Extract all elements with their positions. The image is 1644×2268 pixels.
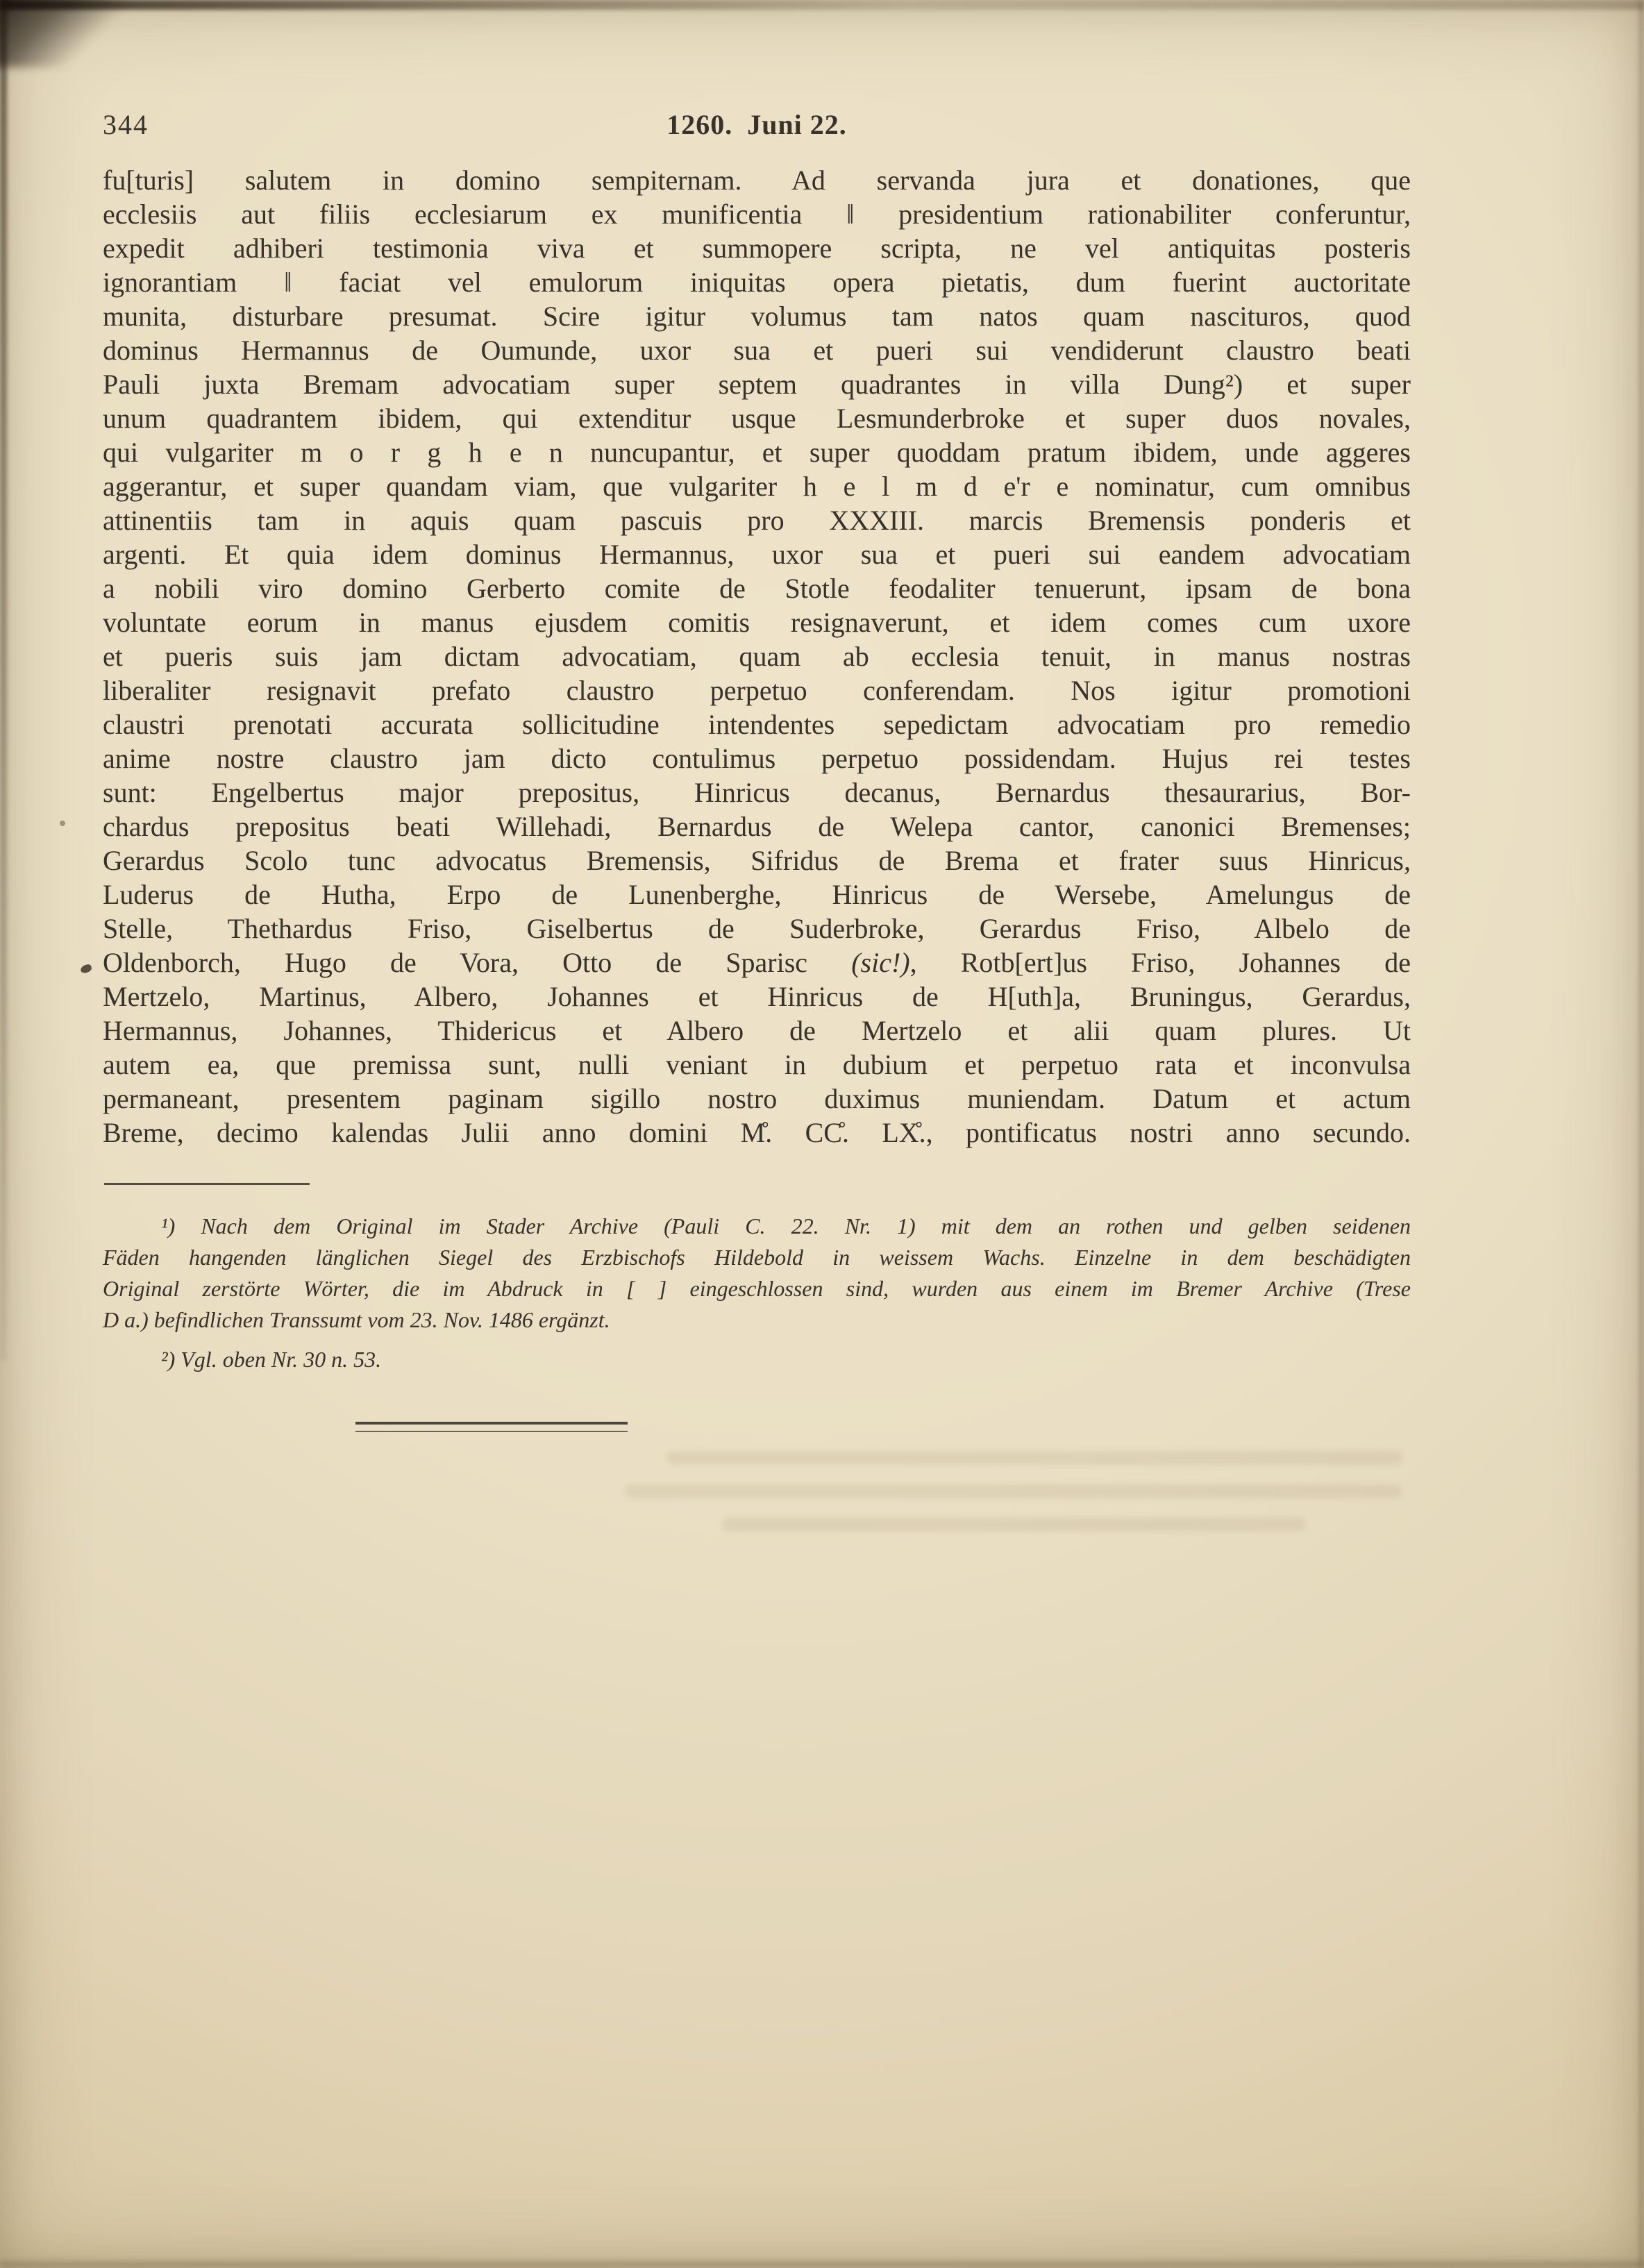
scan-corner-shadow-top-left [0,0,164,67]
footnote-1-line: ¹) Nach dem Original im Stader Archive (Pauli C. 22. Nr. 1) mit dem an rothen und gelben seidenen [161,1213,1411,1238]
scan-edge-shadow-bottom [0,2261,1644,2268]
body-line: attinentiis tam in aquis quam pascuis pro XXXIII. marcis Bremensis ponderis et [103,505,1411,536]
body-line: Stelle, Thethardus Friso, Giselbertus de Suderbroke, Gerardus Friso, Albelo de [103,913,1411,944]
body-line: argenti. Et quia idem dominus Hermannus, uxor sua et pueri sui eandem advocatiam [103,539,1411,570]
body-line-text: Oldenborch, Hugo de Vora, Otto de Sparisc [103,947,852,978]
page-header-date: 1260. Juni 22. [666,109,847,140]
body-line [103,946,1411,980]
body-line: a nobili viro domino Gerberto comite de Stotle feodaliter tenuerunt, ipsam de bona [103,573,1411,604]
show-through-smudge [722,1518,1305,1531]
footnote-1-line: Fäden hangenden länglichen Siegel des Erzbischofs Hildebold in weissem Wachs. Einzelne in dem beschädigten [103,1245,1411,1270]
page-number: 344 [103,109,149,140]
body-line: expedit adhiberi testimonia viva et summopere scripta, ne vel antiquitas posteris [103,233,1411,264]
ink-speck [60,821,65,826]
body-line: chardus prepositus beati Willehadi, Bernardus de Welepa cantor, canonici Bremenses; [103,811,1411,842]
ink-speck [80,964,93,974]
body-line: Luderus de Hutha, Erpo de Lunenberghe, Hinricus de Wersebe, Amelungus de [103,879,1411,910]
body-line: claustri prenotati accurata sollicitudine intendentes sepedictam advocatiam pro remedio [103,709,1411,740]
body-line: Breme, decimo kalendas Julii anno domini M̊. CC̊. LX̊., pontificatus nostri anno secundo. [103,1117,1411,1148]
body-line: permaneant, presentem paginam sigillo nostro duximus muniendam. Datum et actum [103,1083,1411,1114]
body-line: fu[turis] salutem in domino sempiternam. Ad servanda jura et donationes, que [103,165,1411,196]
footnotes-block [103,1211,1411,1375]
charter-body-text [103,163,1411,1150]
body-line: Gerardus Scolo tunc advocatus Bremensis, Sifridus de Brema et frater suus Hinricus, [103,845,1411,876]
body-line: liberaliter resignavit prefato claustro perpetuo conferendam. Nos igitur promotioni [103,675,1411,706]
body-line: munita, disturbare presumat. Scire igitur volumus tam natos quam nascituros, quod [103,301,1411,332]
sic-annotation: (sic!) [851,947,910,978]
footnote-1-line: Original zerstörte Wörter, die im Abdruck in [ ] eingeschlossen sind, wurden aus einem im Bremer Archive (Trese [103,1276,1411,1301]
show-through-smudge [625,1484,1402,1498]
footnote-separator-rule [104,1183,310,1185]
body-line: ignorantiam ‖ faciat vel emulorum iniquitas opera pietatis, dum fuerint auctoritate [103,267,1411,298]
body-line: Pauli juxta Bremam advocatiam super septem quadrantes in villa Dung²) et super [103,369,1411,400]
body-line: qui vulgariter m o r g h e n nuncupantur, et super quoddam pratum ibidem, unde aggeres [103,437,1411,468]
body-line: Mertzelo, Martinus, Albero, Johannes et Hinricus de H[uth]a, Bruningus, Gerardus, [103,981,1411,1012]
body-line: anime nostre claustro jam dicto contulimus perpetuo possidendam. Hujus rei testes [103,743,1411,774]
show-through-smudge [666,1451,1402,1465]
body-line: voluntate eorum in manus ejusdem comitis resignaverunt, et idem comes cum uxore [103,607,1411,638]
scan-edge-shadow-left [0,0,7,1361]
footnote-2: ²) Vgl. oben Nr. 30 n. 53. [161,1347,382,1372]
scan-edge-shadow-right [1638,0,1644,2268]
body-line-text: , Rotb[ert]us Friso, Johannes de [909,947,1411,978]
body-line: sunt: Engelbertus major prepositus, Hinricus decanus, Bernardus thesaurarius, Bor- [103,777,1411,808]
body-line: et pueris suis jam dictam advocatiam, quam ab ecclesia tenuit, in manus nostras [103,641,1411,672]
body-line: Hermannus, Johannes, Thidericus et Albero de Mertzelo et alii quam plures. Ut [103,1015,1411,1046]
body-line: unum quadrantem ibidem, qui extenditur usque Lesmunderbroke et super duos novales, [103,403,1411,434]
body-line: dominus Hermannus de Oumunde, uxor sua et pueri sui vendiderunt claustro beati [103,335,1411,366]
section-end-double-rule [355,1422,628,1432]
body-line: ecclesiis aut filiis ecclesiarum ex munificentia ‖ presidentium rationabiliter conferuntur, [103,199,1411,230]
verso-show-through [625,1451,1416,1551]
body-line: autem ea, que premissa sunt, nulli veniant in dubium et perpetuo rata et inconvulsa [103,1049,1411,1080]
footnote-1-line: D a.) befindlichen Transsumt vom 23. Nov. 1486 ergänzt. [103,1307,610,1332]
body-line: aggerantur, et super quandam viam, que vulgariter h e l m d e'r e nominatur, cum omnibus [103,471,1411,502]
scan-edge-shadow-top [0,0,1644,10]
